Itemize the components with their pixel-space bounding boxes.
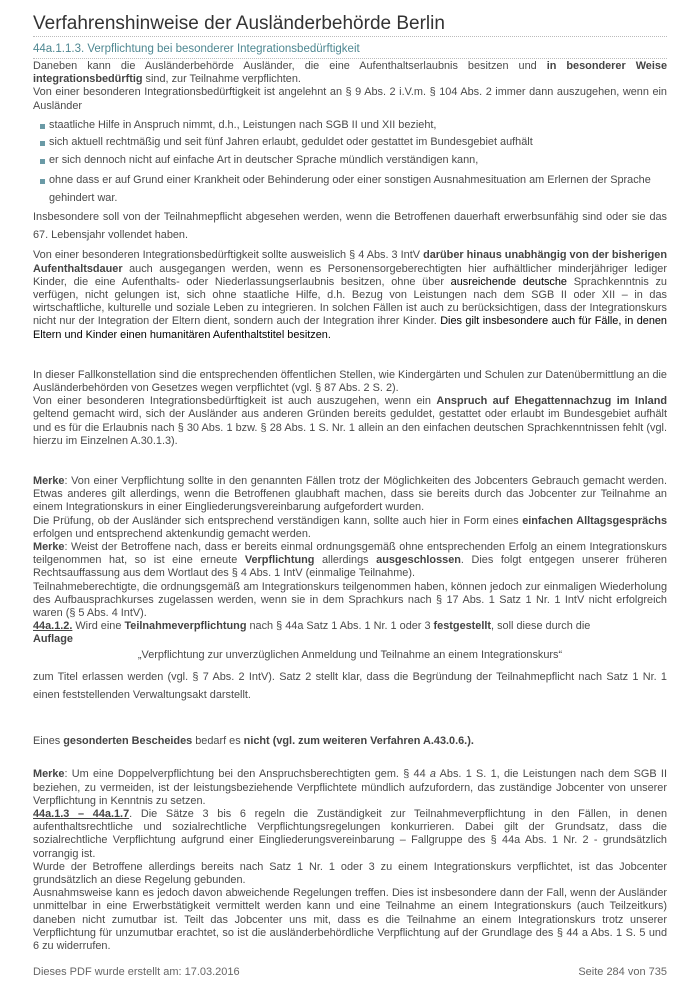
criteria-list	[33, 117, 667, 208]
paragraph-binding: Wurde der Betroffene allerdings bereits nach Satz 1 Nr. 1 oder 3 zu einem Integrationskurs verpflichtet, ist das Jobcenter grundsätzlich an diese Regelung gebunden.	[33, 860, 667, 886]
section-divider	[33, 58, 667, 59]
paragraph-repeat-course: Teilnahmeberechtigte, die ordnungsgemäß am Integrationskurs teilgenommen haben, können jedoch zur einmaligen Wiederholung des Aufbausprachkurses zugelassen werden, wenn sie in dem Sprachkurs nach § 17 Abs. 1 Satz 1 Nr. 1 IntV nicht erfolgreich waren (§ 5 Abs. 4 IntV).	[33, 580, 667, 619]
list-item: er sich dennoch nicht auf einfache Art in deutscher Sprache mündlich verständigen kann,	[33, 152, 667, 170]
quoted-requirement: „Verpflichtung zur unverzüglichen Anmeldung und Teilnahme an einem Integrationskurs“	[137, 648, 563, 661]
document-body	[33, 60, 667, 953]
list-item: staatliche Hilfe in Anspruch nimmt, d.h., Leistungen nach SGB II und XII bezieht,	[33, 117, 667, 135]
paragraph-exemption: Insbesondere soll von der Teilnahmepflicht abgesehen werden, wenn die Betroffenen dauerhaft erwerbsunfähig sind oder sie das 67. Lebensjahr vollendet haben.	[33, 211, 667, 241]
paragraph-parents: Von einer besonderen Integrationsbedürftigkeit sollte ausweislich § 4 Abs. 3 IntV darüber hinaus unabhängig von der bisherigen Aufenthaltsdauer auch ausgegangen werden, wenn es Personensorgeberechtigten hier aufhältlicher minderjähriger lediger Kinder, die eine Aufenthalts- oder Niederlassungserlaubnis besitzen, ohne über ausreichende deutsche Sprachkenntnis zu verfügen, nicht gelungen ist, sich ohne staatliche Hilfe, d.h. Bezug von Leistungen nach dem SGB II oder XII – in das wirtschaftliche, kulturelle und soziale Leben zu integrieren. In solchen Fällen ist auch zu berücksichtigen, dass der Integrationskurs nicht nur der Integration der Eltern dient, sondern auch der Integration ihrer Kinder. Dies gilt insbesondere auch für Fälle, in denen Eltern und Kinder einen humanitären Aufenthaltstitel besitzen.	[33, 249, 667, 341]
paragraph-definition: Von einer besonderen Integrationsbedürftigkeit ist angelehnt an § 9 Abs. 2 i.V.m. § 104 Abs. 2 immer dann auszugehen, wenn ein Ausländer	[33, 86, 667, 112]
paragraph-data-transfer: In dieser Fallkonstellation sind die entsprechenden öffentlichen Stellen, wie Kindergärten und Schulen zur Datenübermittlung an die Ausländerbehörden von Gesetzes wegen verpflichtet (vgl. § 87 Abs. 2 S. 2).	[33, 368, 667, 394]
paragraph-note-repeat: Merke: Weist der Betroffene nach, dass er bereits einmal ordnungsgemäß ohne entsprechenden Erfolg an einem Integrationskurs teilgenommen hat, so ist eine erneute Verpflichtung allerdings ausgeschlossen. Dies folgt entgegen unserer früheren Rechtsauffassung aus dem Wortlaut des § 4 Abs. 1 IntV (einmalige Teilnahme).	[33, 540, 667, 580]
paragraph-44a-1-3: 44a.1.3 – 44a.1.7. Die Sätze 3 bis 6 regeln die Zuständigkeit zur Teilnahmeverpflichtung in den Fällen, in denen aufenthaltsrechtliche und sozialrechtliche Verpflichtungsregelungen konkurrieren. Dabei gilt der Grundsatz, dass die sozialrechtliche Verpflichtung aufgrund einer Eingliederungsvereinbarung – Fallgruppe des § 44a Abs. 1 Nr. 2 - grundsätzlich vorrangig ist.	[33, 807, 668, 860]
document-title: Verfahrenshinweise der Ausländerbehörde Berlin	[33, 13, 445, 34]
paragraph-intro: Daneben kann die Ausländerbehörde Ausländer, die eine Aufenthaltserlaubnis besitzen und in besonderer Weise integrationsbedürftig sind, zur Teilnahme verpflichten.	[33, 60, 667, 86]
paragraph-exception: Ausnahmsweise kann es jedoch davon abweichende Regelungen treffen. Dies ist insbesondere dann der Fall, wenn der Ausländer unmittelbar in eine Erwerbstätigkeit vermittelt werden kann und eine Teilnahme an einem Integrationskurs (auch Teilzeitkurs) daneben nicht zumutbar ist. Teilt das Jobcenter uns mit, dass es die Teilnahme an einem Integrationskurs trotz unserer Verpflichtung für unzumutbar erachtet, so ist die ausländerbehördliche Verpflichtung auf der Grundlage des § 44 a Abs. 1 S. 5 und 6 zu widerrufen.	[33, 887, 667, 952]
paragraph-spouse: Von einer besonderen Integrationsbedürftigkeit ist auch auszugehen, wenn ein Anspruch auf Ehegattennachzug im Inland geltend gemacht wird, sich der Ausländer aus anderen Gründen bereits geduldet, gestattet oder erlaubt im Bundesgebiet aufhält und es für die Erlaubnis nach § 30 Abs. 1 bzw. § 28 Abs. 1 S. Nr. 1 allein an den einfachen deutschen Sprachkenntnissen fehlt (vgl. hierzu im Einzelnen A.30.1.3).	[33, 395, 667, 447]
paragraph-note-jobcenter: Merke: Von einer Verpflichtung sollte in den genannten Fällen trotz der Möglichkeiten des Jobcenters Gebrauch gemacht werden. Etwas anderes gilt allerdings, wenn die Betroffenen glaubhaft machen, dass sie bereits durch das Jobcenter zur Teilnahme an einem Integrationskurs in einer Eingliederungsvereinbarung aufgefordert wurden.	[33, 474, 667, 514]
section-heading: 44a.1.1.3. Verpflichtung bei besonderer Integrationsbedürftigkeit	[33, 43, 360, 55]
list-item: ohne dass er auf Grund einer Krankheit oder Behinderung oder einer sonstigen Ausnahmesituation am Erlernen der Sprache gehindert war.	[33, 172, 667, 207]
paragraph-conversation: Die Prüfung, ob der Ausländer sich entsprechend verständigen kann, sollte auch hier in Form eines einfachen Alltagsgesprächs erfolgen und entsprechend aktenkundig gemacht werden.	[33, 514, 668, 540]
paragraph-title-note: zum Titel erlassen werden (vgl. § 7 Abs. 2 IntV). Satz 2 stellt klar, dass die Begründung der Teilnahmepflicht nach Satz 1 Nr. 1 einen feststellenden Verwaltungsakt darstellt.	[33, 671, 667, 701]
footer-page-number: Seite 284 von 735	[578, 966, 667, 978]
footer-created-date: Dieses PDF wurde erstellt am: 17.03.2016	[33, 966, 240, 978]
paragraph-44a-1-2: 44a.1.2. Wird eine Teilnahmeverpflichtung nach § 44a Satz 1 Abs. 1 Nr. 1 oder 3 festgestellt, soll diese durch die Auflage	[33, 620, 591, 646]
paragraph-separate-notice: Eines gesonderten Bescheides bedarf es nicht (vgl. zum weiteren Verfahren A.43.0.6.).	[33, 735, 474, 748]
paragraph-note-double: Merke: Um eine Doppelverpflichtung bei den Anspruchsberechtigten gem. § 44 a Abs. 1 S. 1, die Leistungen nach dem SGB II beziehen, zu vermeiden, ist der leistungsbeziehende Verpflichtete mündlich aufzufordern, das zuständige Jobcenter von unserer Verpflichtung in Kenntnis zu setzen.	[33, 768, 667, 807]
title-divider	[33, 36, 667, 37]
list-item: sich aktuell rechtmäßig und seit fünf Jahren erlaubt, geduldet oder gestattet im Bundesgebiet aufhält	[33, 134, 667, 152]
